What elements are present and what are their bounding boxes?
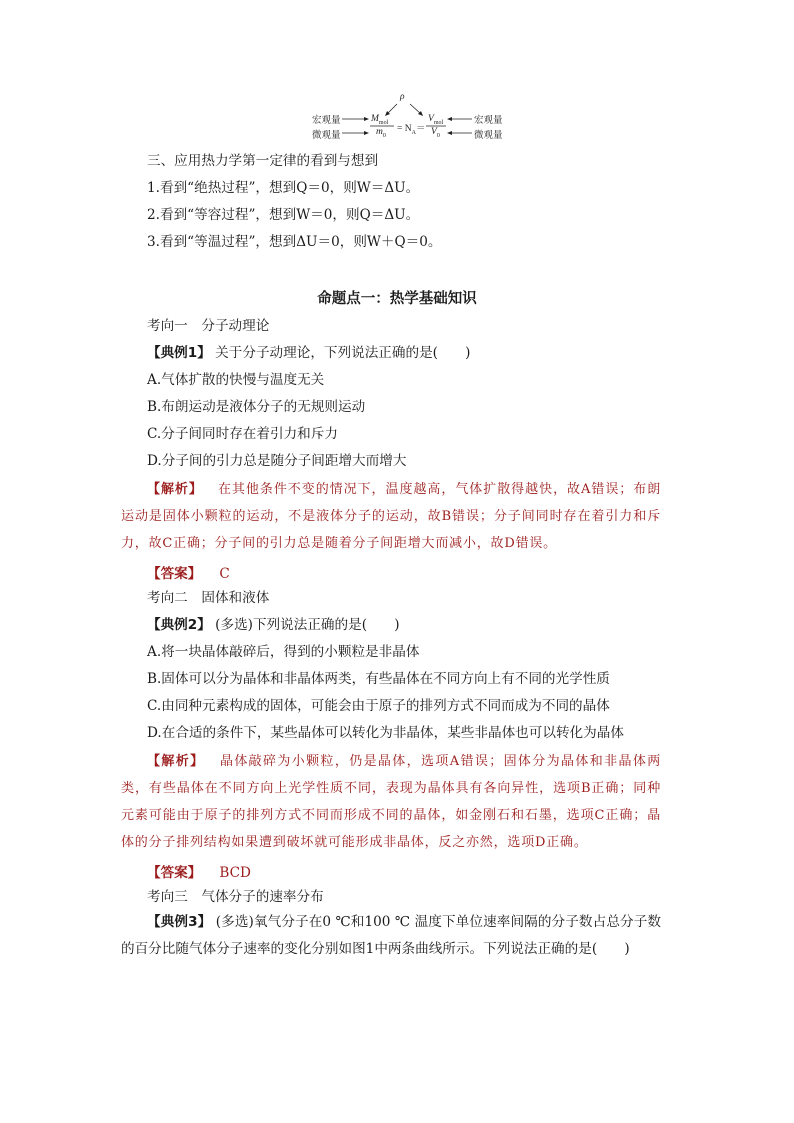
dir2-option-b: B.固体可以分为晶体和非晶体两类，有些晶体在不同方向上有不同的光学性质 [147,671,610,687]
dir1-question-text: 关于分子动理论，下列说法正确的是( ) [215,345,471,361]
molar-relation-diagram [310,92,510,144]
dir2-option-a: A.将一块晶体敲碎后，得到的小颗粒是非晶体 [147,644,420,660]
dir2-analysis-text: 晶体敲碎为小颗粒，仍是晶体，选项A错误；固体分为晶体和非晶体两类，有些晶体在不同方向上光学性质不同，表现为晶体具有各向异性，选项B正确；同种元素可能由于原子的排列方式不同而形成不同的晶体，如金刚石和石墨，选项C正确；晶体的分子排列结构如果遭到破坏就可能形成非晶体，反之亦然，选项D正确。 [121,754,661,850]
dir1-option-c: C.分子间同时存在着引力和斥力 [147,426,338,442]
dir2-option-d: D.在合适的条件下，某些晶体可以转化为非晶体，某些非晶体也可以转化为晶体 [147,725,624,741]
dir1-option-a: A.气体扩散的快慢与温度无关 [147,372,325,388]
rho-symbol: ρ [400,92,405,102]
dir1-question [147,345,470,361]
dir2-question-tag: 【典例2】 [147,617,211,633]
topic-title: 命题点一：热学基础知识 [317,291,477,307]
section3-item-3: 3.看到“等温过程”，想到ΔU＝0，则W＋Q＝0。 [147,234,442,250]
dir2-answer-value: BCD [219,865,251,881]
dir1-answer-tag: 【答案】 [147,566,202,582]
dir3-question-text: (多选)氧气分子在0 ℃和100 ℃ 温度下单位速率间隔的分子数占总分子数的百分比随气体分子速率的变化分别如图1中两条曲线所示。下列说法正确的是( ) [121,914,661,957]
dir3-question [121,909,661,963]
dir1-analysis [121,476,661,557]
avogadro-term: = $N_A=$ [397,124,426,136]
molecule-volume-denominator: $V_0$ [431,127,440,139]
dir2-answer [147,861,251,881]
dir1-question-tag: 【典例1】 [147,345,211,361]
dir1-answer [147,562,230,582]
dir2-answer-tag: 【答案】 [147,865,202,881]
dir2-question-text: (多选)下列说法正确的是( ) [215,617,400,633]
macro-label-left: 宏观量 [312,116,341,126]
dir2-option-c: C.由同种元素构成的固体，可能会由于原子的排列方式不同而成为不同的晶体 [147,698,610,714]
molecule-mass-denominator: $m_0$ [376,127,386,139]
dir2-analysis-tag: 【解析】 [147,754,205,769]
dir1-option-d: D.分子间的引力总是随分子间距增大而增大 [147,453,407,469]
micro-label-left: 微观量 [312,131,341,141]
dir3-title: 考向三 气体分子的速率分布 [147,889,324,905]
dir1-analysis-text: 在其他条件不变的情况下，温度越高，气体扩散得越快，故A错误；布朗运动是固体小颗粒的运动，不是液体分子的运动，故B错误；分子间同时存在着引力和斥力，故C正确；分子间的引力总是随着分子间距增大而减小，故D错误。 [121,482,662,551]
section3-item-2: 2.看到“等容过程”，想到W＝0，则Q＝ΔU。 [147,207,420,223]
section3-item-1: 1.看到“绝热过程”，想到Q＝0，则W＝ΔU。 [147,180,420,196]
dir2-analysis [121,748,661,856]
dir1-analysis-tag: 【解析】 [147,482,203,497]
molar-mass-numerator: $M_{mol}$ [371,114,389,126]
dir1-answer-value: C [219,566,230,582]
dir1-option-b: B.布朗运动是液体分子的无规则运动 [147,399,366,415]
dir3-question-tag: 【典例3】 [147,914,212,930]
section3-title: 三、应用热力学第一定律的看到与想到 [147,153,379,169]
dir1-title: 考向一 分子动理论 [147,318,270,334]
dir2-question [147,617,400,633]
dir2-title: 考向二 固体和液体 [147,590,270,606]
macro-label-right: 宏观量 [474,116,503,126]
micro-label-right: 微观量 [474,131,503,141]
molar-volume-numerator: $V_{mol}$ [428,114,444,126]
